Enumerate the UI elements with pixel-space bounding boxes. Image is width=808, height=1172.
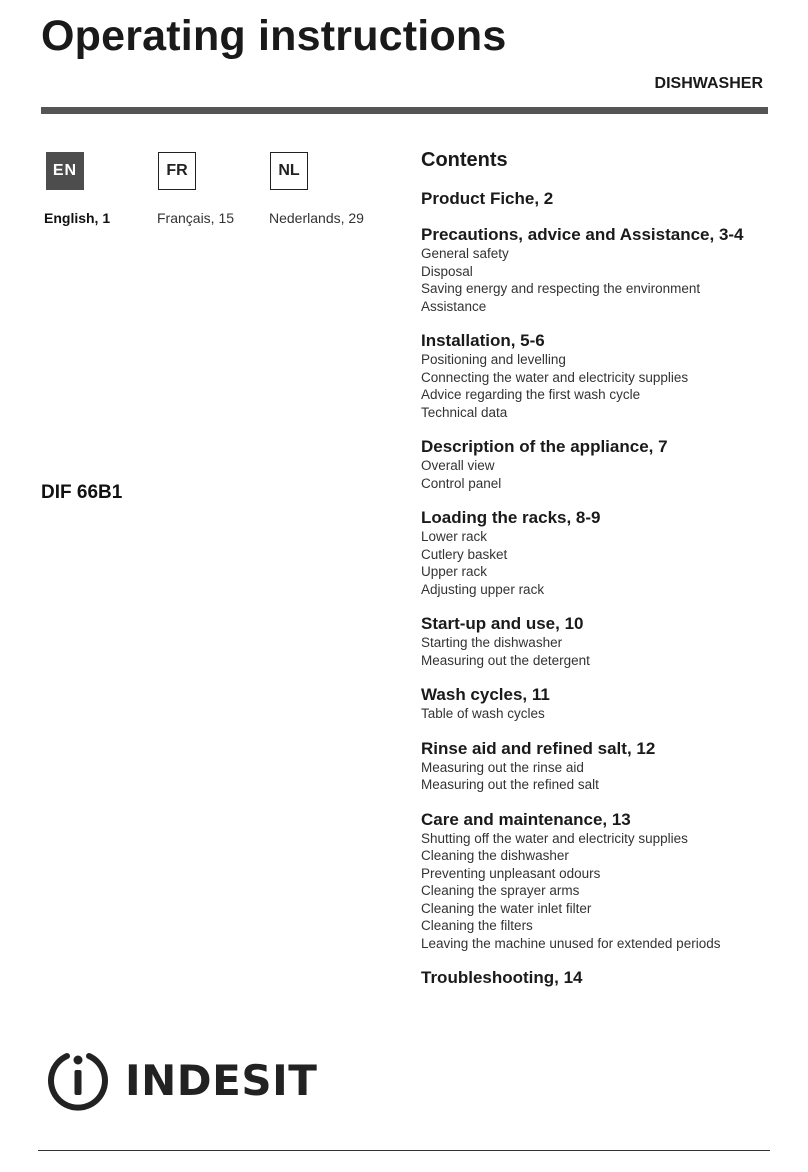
indesit-power-logo-icon (45, 1047, 111, 1113)
section-item[interactable]: Preventing unpleasant odours (421, 865, 601, 881)
section-item[interactable]: Saving energy and respecting the environment (421, 281, 701, 296)
contents-title: Contents (421, 149, 508, 171)
lang-label-fr[interactable]: Français, 15 (157, 210, 235, 226)
contents-section (421, 738, 791, 794)
lang-label-nl[interactable]: Nederlands, 29 (269, 210, 364, 226)
section-heading[interactable]: Start-up and use, 10 (421, 614, 584, 633)
footer-divider (38, 1150, 770, 1151)
model-number: DIF 66B1 (41, 482, 123, 503)
section-item[interactable]: Measuring out the refined salt (421, 777, 599, 792)
brand-name: INDESIT (125, 1055, 318, 1105)
contents-section (421, 684, 791, 723)
contents-section (421, 436, 791, 492)
contents-section (421, 809, 791, 953)
section-item[interactable]: Shutting off the water and electricity supplies (421, 830, 688, 846)
section-item[interactable]: General safety (421, 246, 509, 261)
section-heading[interactable]: Precautions, advice and Assistance, 3-4 (421, 225, 744, 244)
section-heading[interactable]: Installation, 5-6 (421, 331, 545, 350)
page-title: Operating instructions (41, 12, 507, 60)
section-heading[interactable]: Loading the racks, 8-9 (421, 508, 601, 527)
contents-section (421, 613, 791, 669)
section-item[interactable]: Adjusting upper rack (421, 581, 545, 597)
table-of-contents (421, 148, 791, 1003)
contents-sections (421, 188, 791, 988)
section-heading[interactable]: Description of the appliance, 7 (421, 437, 668, 456)
section-item[interactable]: Upper rack (421, 564, 488, 579)
product-category: DISHWASHER (654, 75, 763, 92)
lang-tab-fr[interactable]: FR (158, 152, 196, 190)
section-item[interactable]: Cleaning the sprayer arms (421, 883, 580, 898)
brand-logo (45, 1047, 317, 1113)
lang-tab-en[interactable]: EN (46, 152, 84, 190)
section-item[interactable]: Cleaning the dishwasher (421, 848, 569, 863)
section-item[interactable]: Cleaning the filters (421, 918, 533, 933)
section-item[interactable]: Technical data (421, 404, 508, 420)
section-item[interactable]: Measuring out the rinse aid (421, 759, 584, 775)
section-item[interactable]: Overall view (421, 458, 495, 473)
section-item[interactable]: Cleaning the water inlet filter (421, 900, 592, 916)
lang-tab-nl[interactable]: NL (270, 152, 308, 190)
section-item[interactable]: Disposal (421, 263, 473, 279)
section-heading[interactable]: Product Fiche, 2 (421, 189, 554, 208)
contents-section (421, 507, 791, 598)
section-item[interactable]: Control panel (421, 475, 502, 491)
section-item[interactable]: Starting the dishwasher (421, 635, 563, 650)
section-item[interactable]: Cutlery basket (421, 546, 508, 562)
contents-section (421, 330, 791, 421)
section-heading[interactable]: Rinse aid and refined salt, 12 (421, 738, 656, 758)
section-item[interactable]: Connecting the water and electricity supplies (421, 369, 689, 385)
section-heading[interactable]: Care and maintenance, 13 (421, 809, 631, 829)
section-heading[interactable]: Troubleshooting, 14 (421, 968, 583, 987)
contents-section (421, 967, 791, 988)
section-item[interactable]: Assistance (421, 298, 487, 314)
section-item[interactable]: Measuring out the detergent (421, 652, 590, 668)
contents-section (421, 224, 791, 315)
section-item[interactable]: Table of wash cycles (421, 706, 545, 721)
section-item[interactable]: Positioning and levelling (421, 352, 566, 367)
section-item[interactable]: Leaving the machine unused for extended periods (421, 935, 721, 951)
section-item[interactable]: Lower rack (421, 529, 488, 544)
lang-label-en[interactable]: English, 1 (44, 210, 111, 226)
section-heading[interactable]: Wash cycles, 11 (421, 685, 550, 704)
header-divider (41, 107, 768, 114)
section-item[interactable]: Advice regarding the first wash cycle (421, 387, 641, 402)
contents-section (421, 188, 791, 209)
